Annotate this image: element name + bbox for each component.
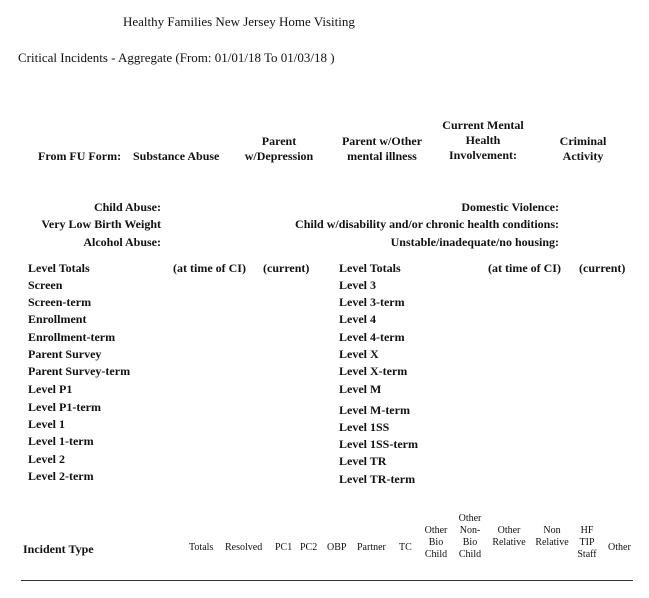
left-level-item: Level 1-term <box>28 434 94 448</box>
right-level-item: Level 1SS-term <box>339 437 418 451</box>
right-level-item: Level 3-term <box>339 295 405 309</box>
left-level-item: Enrollment-term <box>28 330 116 344</box>
very-low-birth-weight-label: Very Low Birth Weight <box>41 217 161 231</box>
criminal-activity-label: Criminal Activity <box>559 134 607 163</box>
left-level-item: Level P1 <box>28 382 73 396</box>
child-disability-label: Child w/disability and/or chronic health conditions: <box>295 217 559 231</box>
col-hf-tip-staff-header: HF TIP Staff <box>577 525 597 560</box>
unstable-housing-label: Unstable/inadequate/no housing: <box>390 235 559 249</box>
right-level-totals-header: Level Totals <box>339 261 401 275</box>
right-level-item: Level X-term <box>339 364 408 378</box>
left-level-item: Parent Survey <box>28 347 102 361</box>
right-level-item: Level 4-term <box>339 330 405 344</box>
report-subtitle: Critical Incidents - Aggregate (From: 01/01/18 To 01/03/18 ) <box>18 50 335 65</box>
right-current-header: (current) <box>579 261 626 275</box>
right-level-item: Level X <box>339 347 379 361</box>
col-other-bio-child-header: Other Bio Child <box>424 525 448 560</box>
report-title: Healthy Families New Jersey Home Visiting <box>123 14 355 29</box>
col-resolved-header: Resolved <box>225 542 263 553</box>
left-level-item: Level 2 <box>28 452 65 466</box>
right-level-item: Level TR <box>339 454 387 468</box>
right-level-item: Level 4 <box>339 312 376 326</box>
right-level-item: Level 1SS <box>339 420 390 434</box>
table-divider <box>21 580 633 581</box>
parent-other-mental-label: Parent w/Other mental illness <box>341 134 423 163</box>
alcohol-abuse-label: Alcohol Abuse: <box>83 235 161 249</box>
col-pc2-header: PC2 <box>300 542 318 553</box>
right-level-item: Level TR-term <box>339 472 416 486</box>
domestic-violence-label: Domestic Violence: <box>461 200 559 214</box>
left-level-item: Level 2-term <box>28 469 94 483</box>
current-mental-health-label: Current Mental Health Involvement: <box>442 118 524 162</box>
left-level-item: Level 1 <box>28 417 65 431</box>
col-totals-header: Totals <box>189 542 214 553</box>
col-other-non-bio-child-header: Other Non-Bio Child <box>458 513 482 560</box>
child-abuse-label: Child Abuse: <box>93 200 161 214</box>
left-time-ci-header: (at time of CI) <box>173 261 246 275</box>
col-tc-header: TC <box>399 542 412 553</box>
col-pc1-header: PC1 <box>275 542 293 553</box>
fu-form-label: From FU Form: <box>38 149 122 163</box>
right-level-item: Level M-term <box>339 403 410 417</box>
col-other-header: Other <box>608 542 631 553</box>
col-obp-header: OBP <box>327 542 347 553</box>
col-partner-header: Partner <box>357 542 386 553</box>
left-level-item: Enrollment <box>28 312 87 326</box>
substance-abuse-label: Substance Abuse <box>133 149 220 163</box>
left-current-header: (current) <box>263 261 310 275</box>
col-non-relative-header: Non Relative <box>535 525 569 548</box>
left-level-totals-header: Level Totals <box>28 261 90 275</box>
right-level-item: Level 3 <box>339 278 376 292</box>
right-time-ci-header: (at time of CI) <box>488 261 561 275</box>
right-level-item: Level M <box>339 382 382 396</box>
left-level-item: Screen <box>28 278 63 292</box>
parent-depression-label: Parent w/Depression <box>244 134 314 163</box>
col-other-relative-header: Other Relative <box>492 525 526 548</box>
left-level-item: Level P1-term <box>28 400 101 414</box>
left-level-item: Parent Survey-term <box>28 364 131 378</box>
incident-type-label: Incident Type <box>23 542 94 556</box>
left-level-item: Screen-term <box>28 295 92 309</box>
